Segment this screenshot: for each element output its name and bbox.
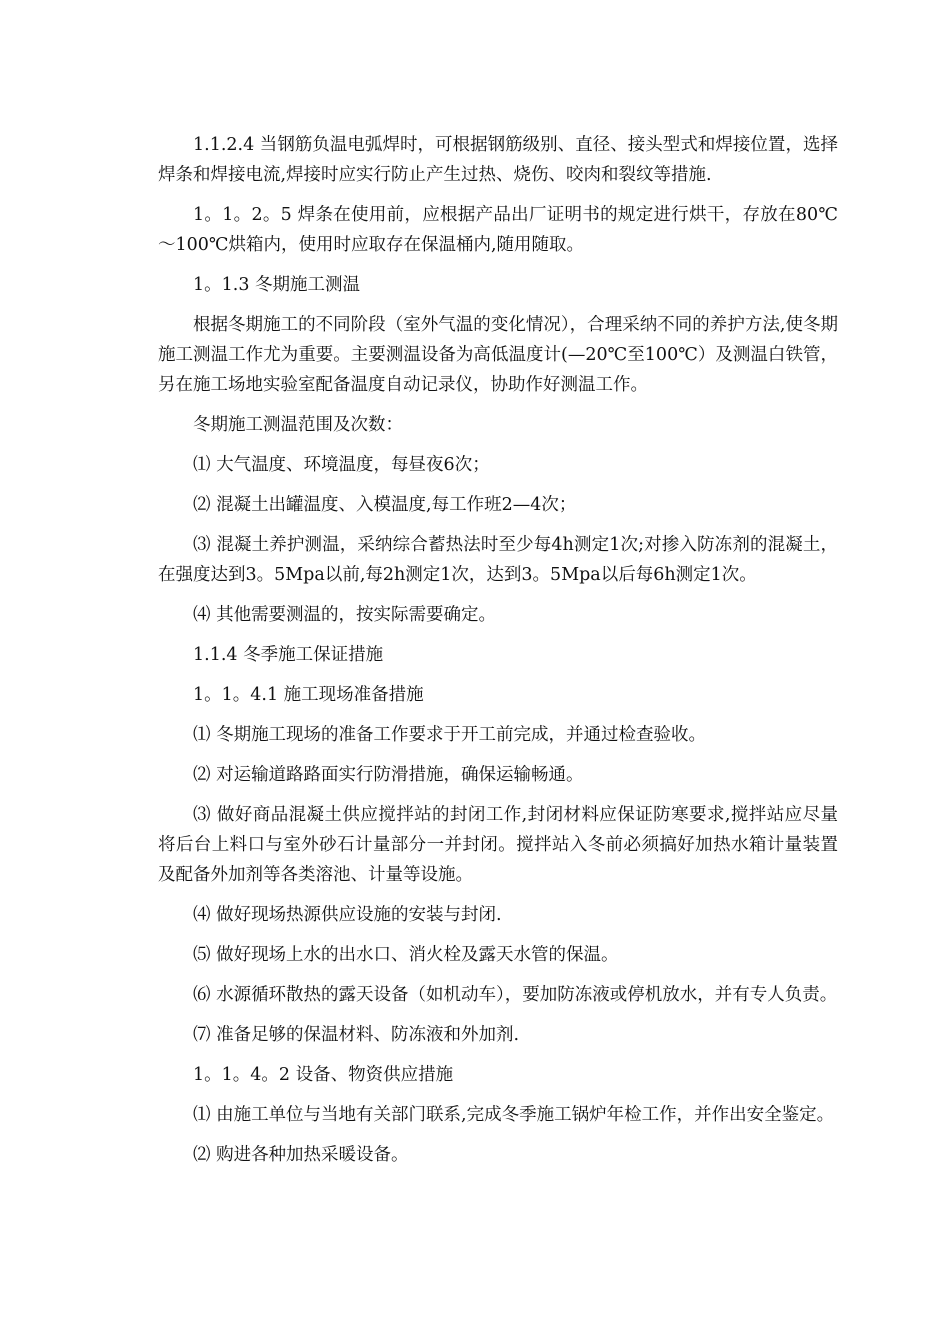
list-item: ⑸ 做好现场上水的出水口、消火栓及露天水管的保温。 (193, 945, 619, 965)
document-body (158, 130, 838, 1180)
section-1-1-2-4-paragraph: 1.1.2.4 当钢筋负温电弧焊时，可根据钢筋级别、直径、接头型式和焊接位置，选择焊条和焊接电流,焊接时应实行防止产生过热、烧伤、咬肉和裂纹等措施. (158, 135, 838, 185)
measurement-scope-heading: 冬期施工测温范围及次数： (193, 415, 403, 435)
list-item: ⑶ 混凝土养护测温，采纳综合蓄热法时至少每4h测定1次;对掺入防冻剂的混凝土，在强度达到3。5Mpa以前,每2h测定1次，达到3。5Mpa以后每6h测定1次。 (158, 535, 838, 585)
list-item: ⑵ 购进各种加热采暖设备。 (193, 1145, 409, 1165)
list-item: ⑵ 混凝土出罐温度、入模温度,每工作班2—4次； (193, 495, 577, 515)
list-item: ⑴ 大气温度、环境温度，每昼夜6次； (193, 455, 490, 475)
list-item: ⑹ 水源循环散热的露天设备（如机动车），要加防冻液或停机放水，并有专人负责。 (193, 985, 838, 1005)
list-item: ⑷ 其他需要测温的，按实际需要确定。 (193, 605, 497, 625)
list-item: ⑷ 做好现场热源供应设施的安装与封闭. (193, 905, 502, 925)
list-item: ⑺ 准备足够的保温材料、防冻液和外加剂. (193, 1025, 520, 1045)
section-heading-1-1-4: 1.1.4 冬季施工保证措施 (193, 645, 384, 665)
section-heading-1-1-3: 1。1.3 冬期施工测温 (193, 275, 361, 295)
section-1-1-2-5-paragraph: 1。1。2。5 焊条在使用前，应根据产品出厂证明书的规定进行烘干，存放在80℃～100℃烘箱内，使用时应取存在保温桶内,随用随取。 (158, 205, 838, 255)
section-heading-1-1-4-2: 1。1。4。2 设备、物资供应措施 (193, 1065, 454, 1085)
list-item: ⑴ 冬期施工现场的准备工作要求于开工前完成，并通过检查验收。 (193, 725, 707, 745)
list-item: ⑶ 做好商品混凝土供应搅拌站的封闭工作,封闭材料应保证防寒要求,搅拌站应尽量将后台上料口与室外砂石计量部分一并封闭。搅拌站入冬前必须搞好加热水箱计量装置及配备外加剂等各类溶池、计量等设施。 (158, 805, 838, 885)
list-item: ⑴ 由施工单位与当地有关部门联系,完成冬季施工锅炉年检工作，并作出安全鉴定。 (193, 1105, 835, 1125)
temperature-measurement-intro: 根据冬期施工的不同阶段（室外气温的变化情况），合理采纳不同的养护方法,使冬期施工测温工作尤为重要。主要测温设备为高低温度计(—20℃至100℃）及测温白铁管，另在施工场地实验室配备温度自动记录仪，协助作好测温工作。 (158, 315, 838, 395)
list-item: ⑵ 对运输道路路面实行防滑措施，确保运输畅通。 (193, 765, 584, 785)
section-heading-1-1-4-1: 1。1。4.1 施工现场准备措施 (193, 685, 424, 705)
